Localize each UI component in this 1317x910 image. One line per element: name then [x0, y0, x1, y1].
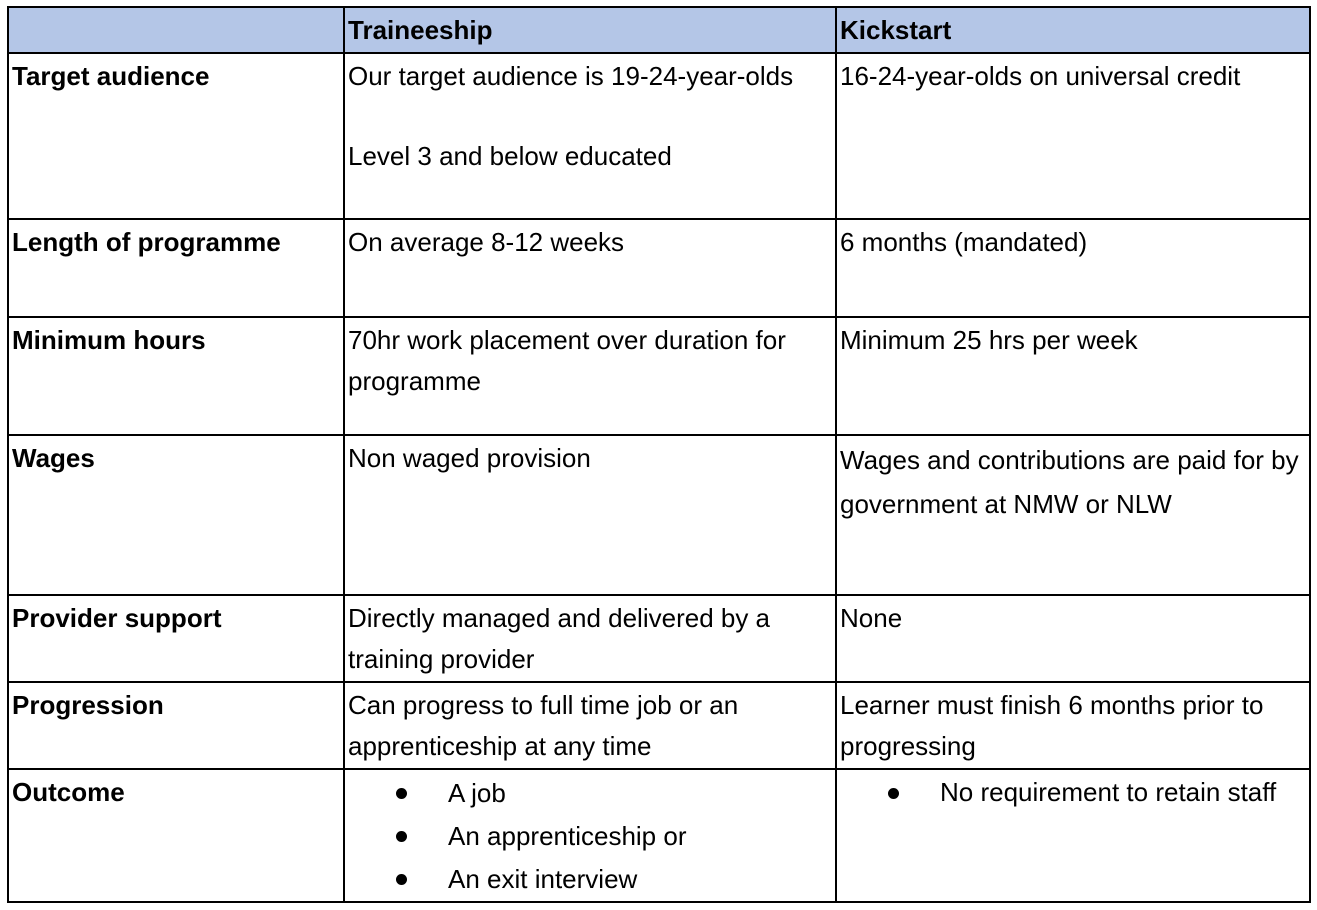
comparison-table [7, 6, 1311, 903]
cell-kickstart-length: 6 months (mandated) [836, 219, 1310, 317]
cell-text: Our target audience is 19-24-year-olds [348, 61, 794, 91]
cell-traineeship-wages: Non waged provision [344, 435, 836, 595]
cell-text: Level 3 and below educated [348, 141, 672, 171]
list-item [348, 858, 832, 901]
cell-kickstart-target-audience [836, 53, 1310, 219]
bullet-list [840, 772, 1306, 813]
cell-kickstart-wages [836, 435, 1310, 595]
cell-kickstart-minimum-hours: Minimum 25 hrs per week [836, 317, 1310, 435]
row-label-target-audience: Target audience [8, 53, 344, 219]
table-row [8, 53, 1310, 219]
list-item-text: An apprenticeship or [448, 821, 687, 851]
bullet-icon [396, 788, 407, 799]
header-cell-empty [8, 7, 344, 53]
cell-kickstart-progression: Learner must finish 6 months prior to progressing [836, 682, 1310, 769]
header-row [8, 7, 1310, 53]
bullet-icon [396, 831, 407, 842]
row-label-provider-support: Provider support [8, 595, 344, 682]
cell-traineeship-progression: Can progress to full time job or an apprenticeship at any time [344, 682, 836, 769]
table-row [8, 682, 1310, 769]
row-label-outcome: Outcome [8, 769, 344, 902]
cell-traineeship-provider-support: Directly managed and delivered by a training provider [344, 595, 836, 682]
table-row [8, 595, 1310, 682]
cell-kickstart-provider-support: None [836, 595, 1310, 682]
bullet-icon [888, 788, 899, 799]
list-item-text: An exit interview [448, 864, 638, 894]
cell-traineeship-target-audience [344, 53, 836, 219]
list-item-text: No requirement to retain staff [940, 777, 1277, 807]
table-row [8, 769, 1310, 902]
cell-traineeship-minimum-hours: 70hr work placement over duration for programme [344, 317, 836, 435]
cell-traineeship-length: On average 8-12 weeks [344, 219, 836, 317]
row-label-minimum-hours: Minimum hours [8, 317, 344, 435]
bullet-list [348, 772, 832, 901]
row-label-progression: Progression [8, 682, 344, 769]
row-label-wages: Wages [8, 435, 344, 595]
table-row [8, 317, 1310, 435]
cell-text: 16-24-year-olds on universal credit [840, 61, 1241, 91]
header-cell-kickstart: Kickstart [836, 7, 1310, 53]
table-row [8, 219, 1310, 317]
header-cell-traineeship: Traineeship [344, 7, 836, 53]
table-row [8, 435, 1310, 595]
list-item [348, 772, 832, 815]
list-item [840, 772, 1306, 813]
cell-traineeship-outcome [344, 769, 836, 902]
cell-kickstart-outcome [836, 769, 1310, 902]
list-item-text: A job [448, 778, 506, 808]
list-item [348, 815, 832, 858]
row-label-length-of-programme: Length of programme [8, 219, 344, 317]
cell-text: Wages and contributions are paid for by government at NMW or NLW [840, 445, 1299, 519]
bullet-icon [396, 874, 407, 885]
blank-line [348, 97, 832, 136]
